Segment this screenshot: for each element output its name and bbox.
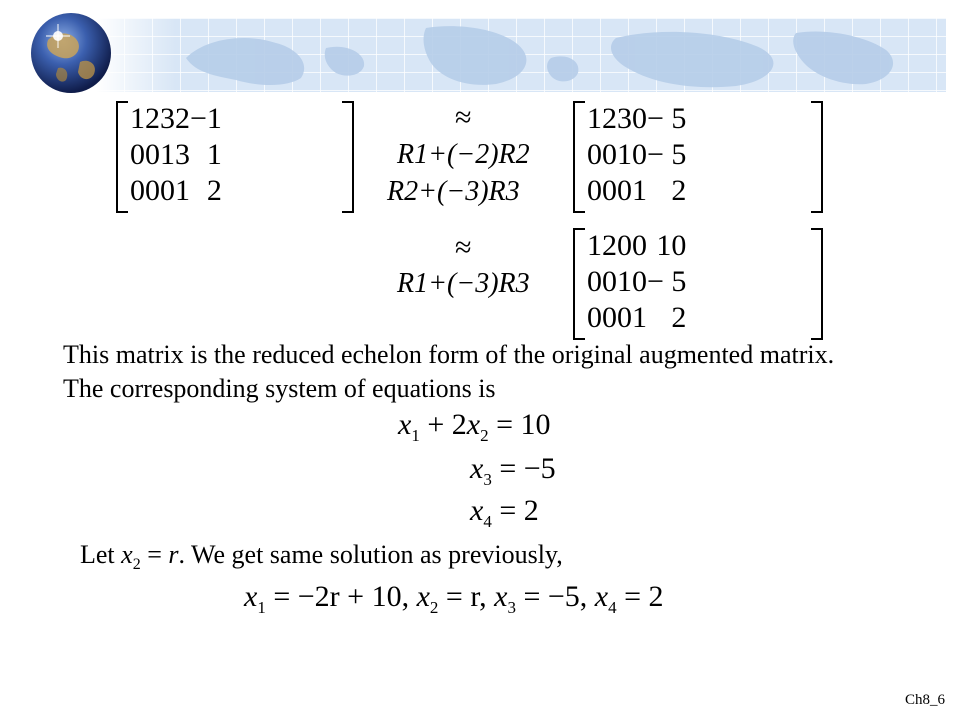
matrix-table	[130, 101, 222, 209]
matrix-cell: 0	[602, 301, 617, 334]
matrix-cell: 2	[602, 229, 617, 262]
slide-number: Ch8_6	[904, 692, 945, 708]
let-subscript: 2	[132, 556, 141, 574]
approx-symbol: ≈	[455, 101, 472, 134]
matrix-cell: 0	[602, 174, 617, 207]
solution-subscript: 1	[257, 598, 266, 617]
matrix-cell: 1	[617, 265, 632, 298]
matrix-cell: 1	[587, 102, 602, 135]
solution-value: = −2r + 10,	[265, 580, 410, 613]
matrix-right-bracket	[342, 101, 354, 213]
matrix-right-bracket	[811, 228, 823, 340]
solution-variable: x	[494, 580, 508, 613]
matrix-cell: 2	[175, 102, 190, 135]
equation-subscript: 3	[483, 470, 492, 489]
matrix-cell: − 5	[647, 138, 687, 171]
solution-subscript: 2	[429, 598, 439, 617]
matrix-cell: 0	[632, 265, 647, 298]
equation-operator: + 2	[419, 408, 467, 441]
matrix-cell: 0	[130, 174, 145, 207]
equation-1	[398, 408, 551, 453]
matrix-cell: − 5	[647, 102, 687, 135]
matrix-cell: 1	[632, 301, 647, 334]
solution-value: = r,	[438, 580, 487, 613]
matrix-left-bracket	[116, 101, 128, 213]
equation-rhs: = 10	[488, 408, 551, 441]
matrix-cell: 2	[602, 102, 617, 135]
equation-subscript: 1	[411, 426, 420, 445]
equation-variable: x	[470, 452, 484, 485]
equation-variable: x	[470, 494, 484, 527]
matrix-table	[587, 228, 686, 336]
matrix-cell: 1	[160, 138, 175, 171]
let-variable: x	[121, 540, 133, 569]
matrix-cell: 0	[632, 138, 647, 171]
solution-subscript: 3	[507, 598, 516, 617]
matrix-left-bracket	[573, 101, 585, 213]
solution-variable: x	[244, 580, 258, 613]
equation-rhs: = −5	[491, 452, 556, 485]
matrix-cell: 0	[130, 138, 145, 171]
matrix-step-1	[573, 101, 823, 213]
matrix-cell: 0	[602, 265, 617, 298]
matrix-cell: 0	[587, 301, 602, 334]
solution-variable: x	[594, 580, 609, 613]
let-parameter: r	[168, 540, 179, 569]
equation-variable: x	[398, 408, 412, 441]
matrix-cell: 0	[617, 229, 632, 262]
matrix-cell: 1	[175, 174, 190, 207]
equation-2	[470, 452, 556, 497]
solution-line	[244, 580, 664, 625]
approx-symbol: ≈	[455, 231, 472, 264]
let-suffix: . We get same solution as previously,	[178, 540, 563, 569]
row-operation-3: R1+(−3)R3	[397, 268, 530, 299]
matrix-cell: 10	[656, 229, 687, 262]
matrix-cell: 0	[145, 138, 160, 171]
matrix-reduced-echelon	[573, 228, 823, 340]
matrix-cell: 0	[632, 229, 647, 262]
matrix-cell: 2	[671, 174, 687, 207]
equation-3	[470, 494, 539, 539]
matrix-cell: 1	[587, 229, 602, 262]
matrix-cell: 2	[145, 102, 160, 135]
matrix-cell: 1	[206, 138, 222, 171]
matrix-cell: − 5	[647, 265, 687, 298]
matrix-right-bracket	[811, 101, 823, 213]
equation-subscript: 4	[483, 512, 492, 531]
matrix-cell: 0	[602, 138, 617, 171]
matrix-cell: 0	[617, 301, 632, 334]
matrix-cell: 2	[206, 174, 222, 207]
let-equals: =	[140, 540, 169, 569]
matrix-cell: 0	[587, 265, 602, 298]
solution-variable: x	[416, 580, 430, 613]
globe-icon	[28, 10, 114, 96]
solution-value: = −5,	[515, 580, 588, 613]
world-map-graphic	[96, 18, 946, 92]
matrix-cell: 3	[617, 102, 632, 135]
matrix-cell: −1	[190, 102, 222, 135]
matrix-cell: 0	[145, 174, 160, 207]
matrix-cell: 3	[175, 138, 190, 171]
let-statement	[80, 538, 563, 582]
matrix-cell: 0	[632, 102, 647, 135]
row-operation-2: R2+(−3)R3	[387, 176, 520, 207]
matrix-cell: 1	[632, 174, 647, 207]
solution-value: = 2	[616, 580, 664, 613]
matrix-left-bracket	[573, 228, 585, 340]
equation-subscript: 2	[480, 426, 489, 445]
matrix-cell: 2	[671, 301, 687, 334]
matrix-cell: 1	[130, 102, 145, 135]
equation-variable: x	[466, 408, 481, 441]
matrix-cell: 0	[587, 174, 602, 207]
matrix-original	[116, 101, 354, 213]
matrix-cell: 0	[587, 138, 602, 171]
let-prefix: Let	[80, 540, 122, 569]
matrix-table	[587, 101, 686, 209]
equation-rhs: = 2	[491, 494, 539, 527]
matrix-cell: 3	[160, 102, 175, 135]
row-operation-1: R1+(−2)R2	[397, 139, 530, 170]
matrix-cell: 0	[617, 174, 632, 207]
explanation-paragraph: This matrix is the reduced echelon form of the original augmented matrix. The corresponding system of equations is	[63, 340, 835, 403]
matrix-cell: 1	[617, 138, 632, 171]
matrix-cell: 0	[160, 174, 175, 207]
solution-subscript: 4	[608, 598, 617, 617]
